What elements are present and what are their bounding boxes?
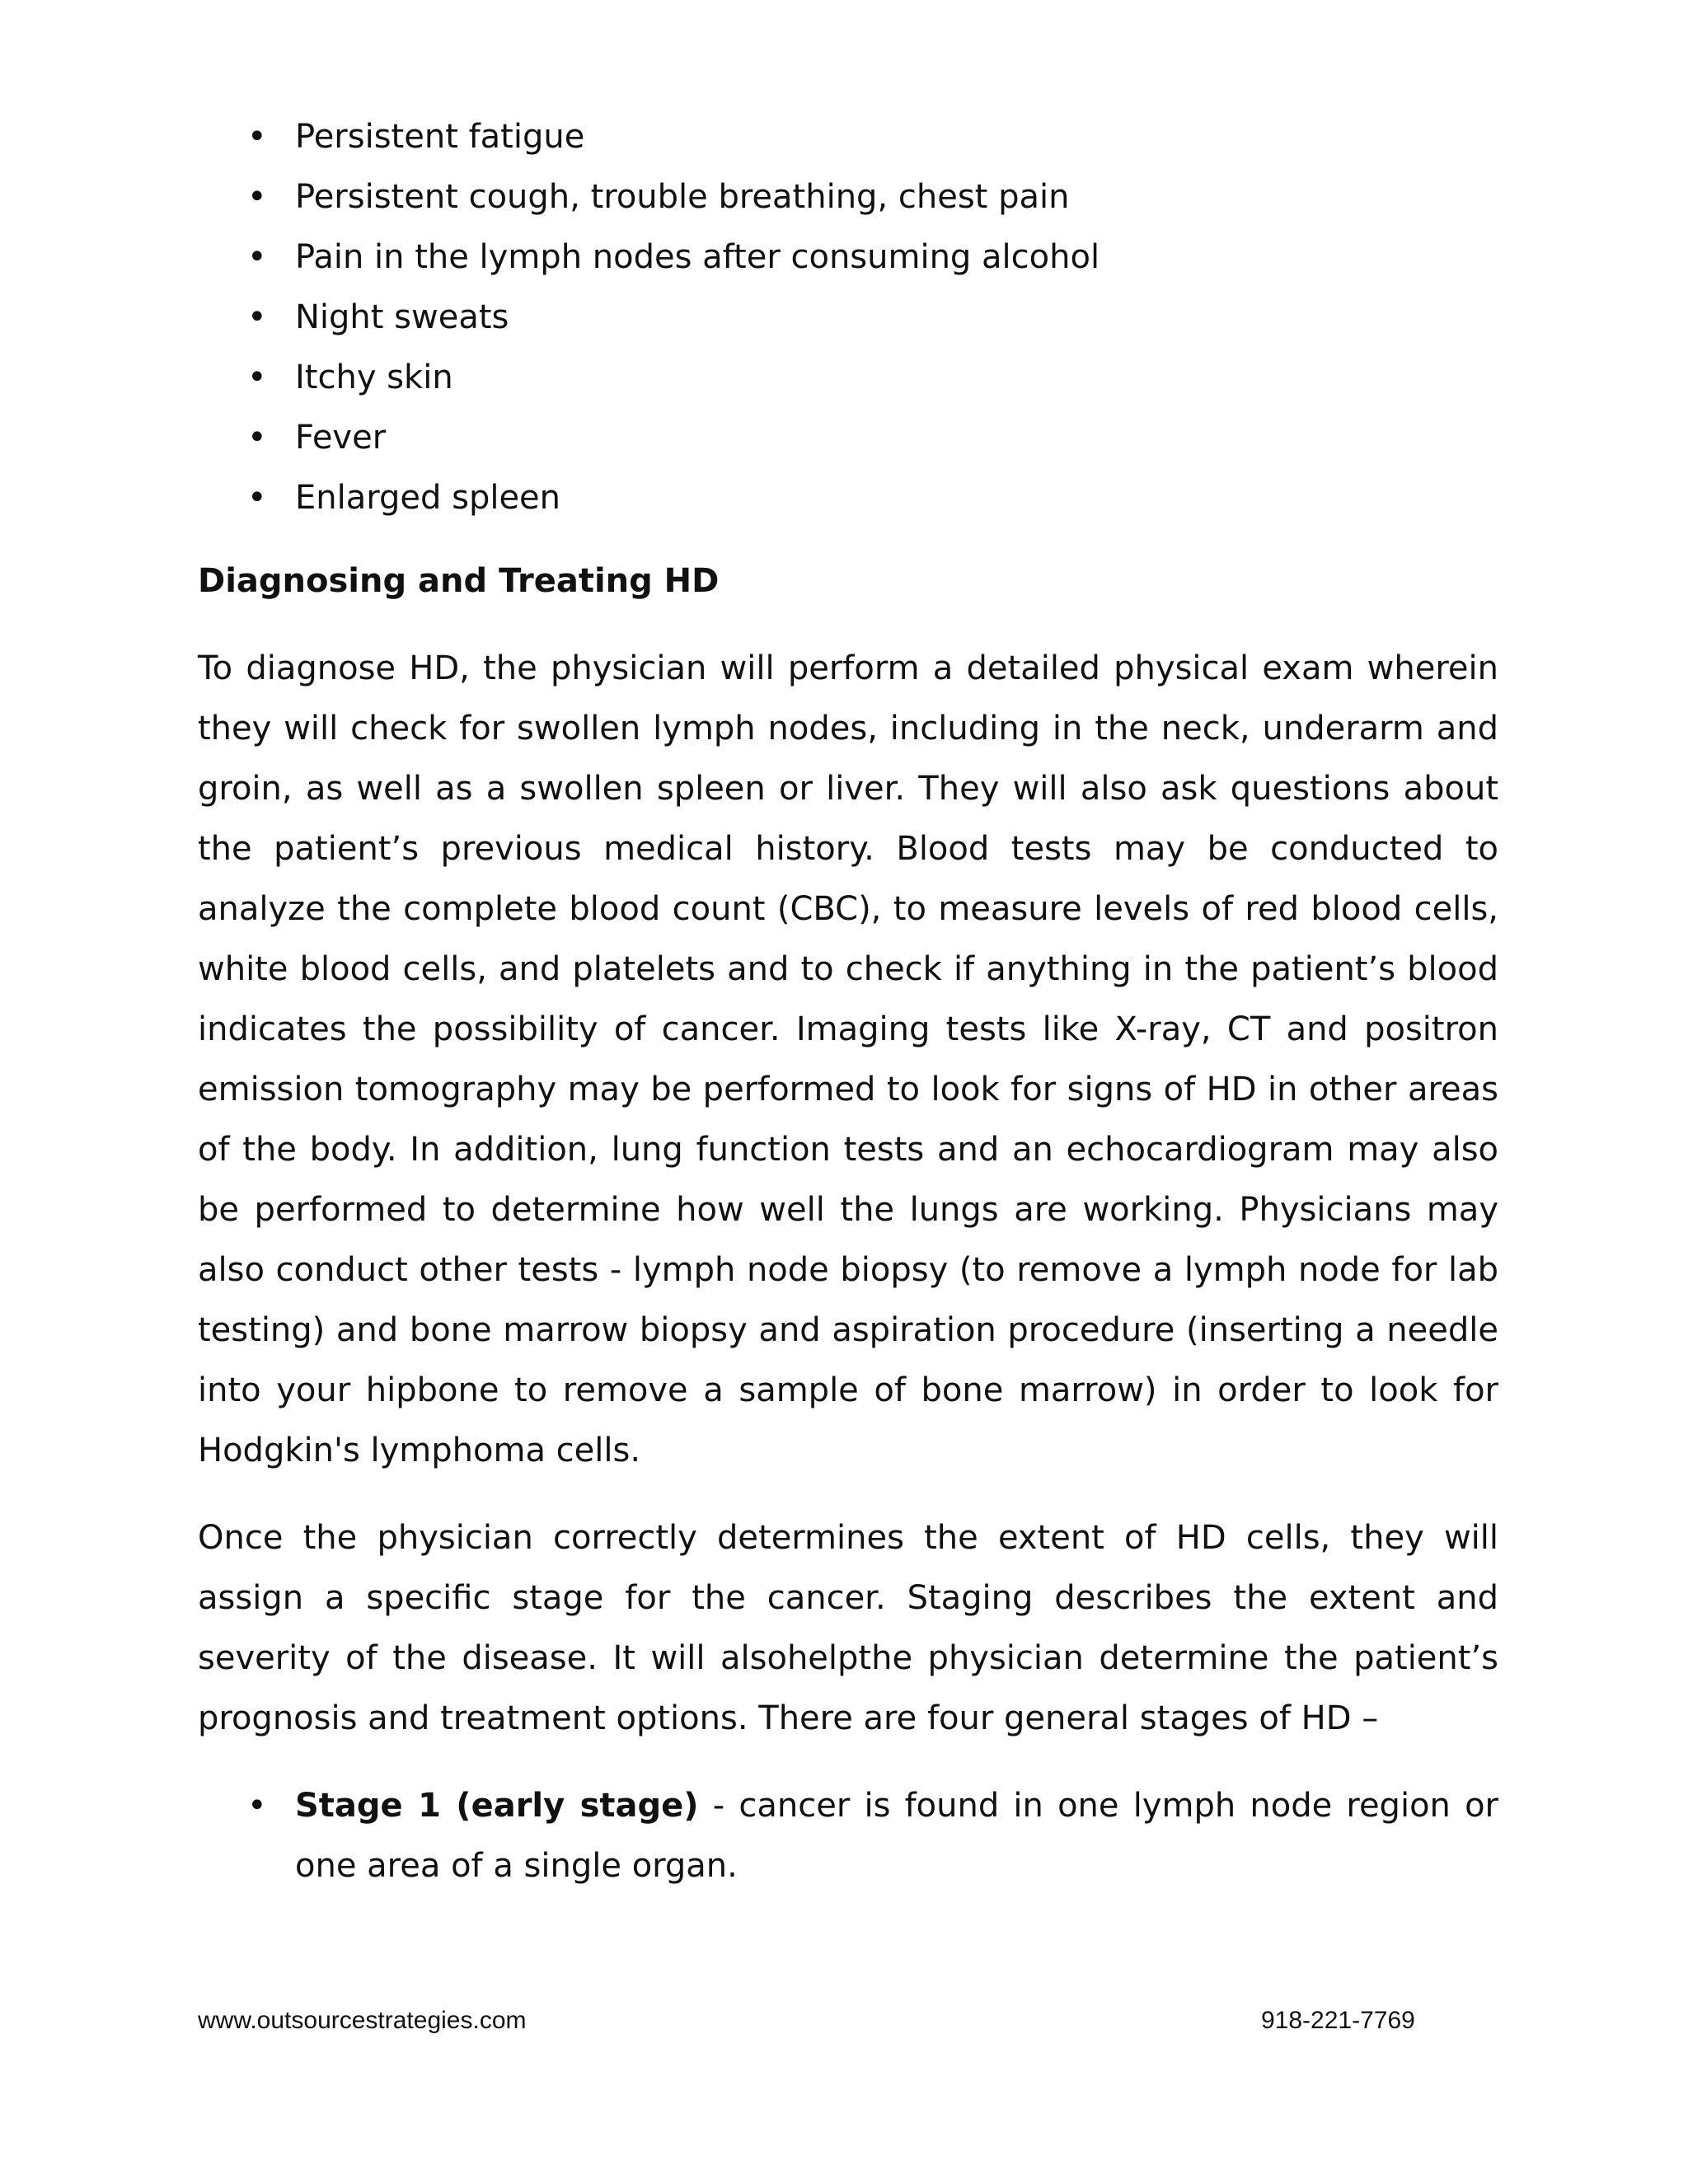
list-item (198, 1776, 1498, 1896)
list-item (198, 408, 1498, 468)
stage-list (198, 1776, 1498, 1896)
bullet-icon: • (247, 359, 267, 396)
symptom-text: Persistent cough, trouble breathing, chest pain (295, 178, 1070, 216)
symptom-list (198, 107, 1498, 528)
bullet-icon: • (247, 238, 267, 276)
document-body (198, 107, 1498, 1896)
symptom-text: Persistent fatigue (295, 118, 585, 156)
bullet-icon: • (247, 298, 267, 336)
list-item (198, 107, 1498, 167)
bullet-icon: • (247, 479, 267, 517)
staging-paragraph: Once the physician correctly determines the extent of HD cells, they will assign a specific stage for the cancer. Staging describes the extent and severity of the disease. It will alsohelpthe physician determine the patient’s prognosis and treatment options. There are four general stages of HD – (198, 1519, 1498, 1737)
list-item (198, 227, 1498, 288)
stage-title: Stage 1 (early stage) (295, 1787, 699, 1825)
list-item (198, 288, 1498, 348)
stage-description: - cancer is found in one lymph node region or one area of a single organ. (295, 1787, 1498, 1885)
diagnosis-paragraph: To diagnose HD, the physician will perform a detailed physical exam wherein they will check for swollen lymph nodes, including in the neck, underarm and groin, as well as a swollen spleen or liver. They will also ask questions about the patient’s previous medical history. Blood tests may be conducted to analyze the complete blood count (CBC), to measure levels of red blood cells, white blood cells, and platelets and to check if anything in the patient’s blood indicates the possibility of cancer. Imaging tests like X-ray, CT and positron emission tomography may be performed to look for signs of HD in other areas of the body. In addition, lung function tests and an echocardiogram may also be performed to determine how well the lungs are working. Physicians may also conduct other tests - lymph node biopsy (to remove a lymph node for lab testing) and bone marrow biopsy and aspiration procedure (inserting a needle into your hipbone to remove a sample of bone marrow) in order to look for Hodgkin's lymphoma cells. (198, 649, 1498, 1469)
symptom-text: Itchy skin (295, 359, 453, 396)
symptom-text: Night sweats (295, 298, 509, 336)
bullet-icon: • (247, 1787, 267, 1825)
symptom-text: Pain in the lymph nodes after consuming alcohol (295, 238, 1100, 276)
list-item (198, 167, 1498, 227)
footer-website-link[interactable]: www.outsourcestrategies.com (198, 2007, 527, 2034)
bullet-icon: • (247, 118, 267, 156)
symptom-text: Enlarged spleen (295, 479, 561, 517)
list-item (198, 468, 1498, 528)
bullet-icon: • (247, 419, 267, 457)
footer-phone: 918-221-7769 (1261, 2007, 1415, 2034)
list-item (198, 348, 1498, 408)
bullet-icon: • (247, 178, 267, 216)
section-heading: Diagnosing and Treating HD (198, 562, 720, 600)
symptom-text: Fever (295, 419, 387, 457)
